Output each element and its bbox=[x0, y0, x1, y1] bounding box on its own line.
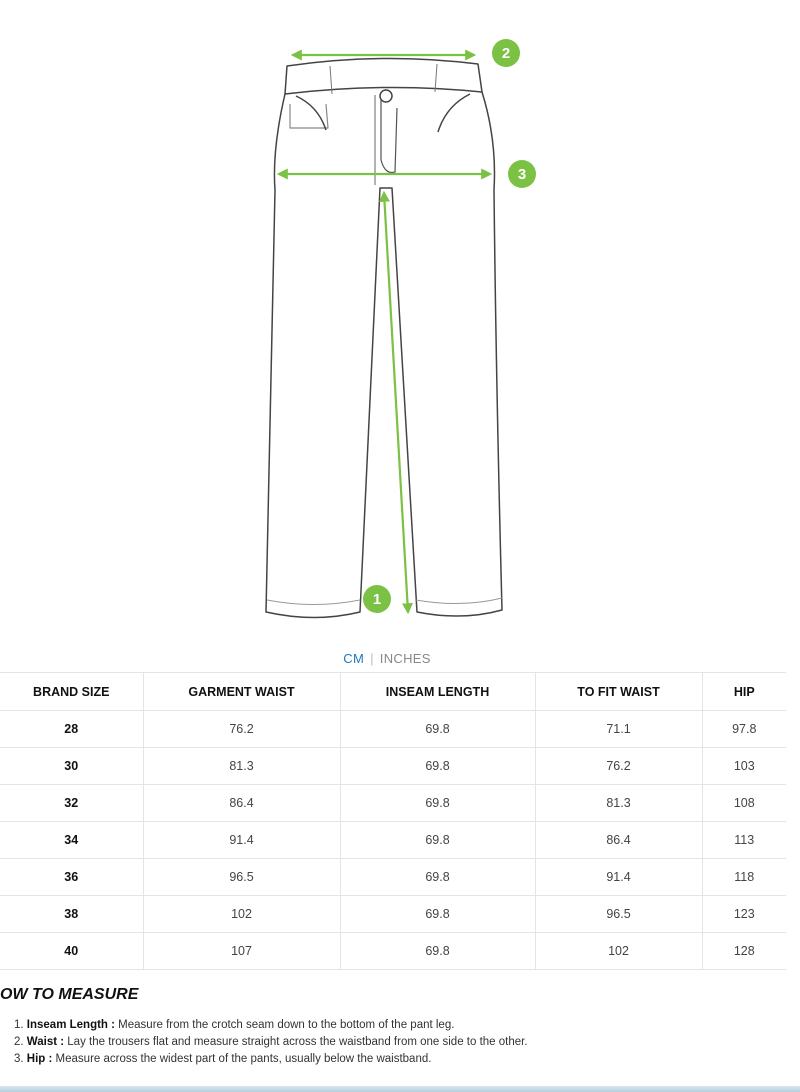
table-row bbox=[0, 859, 786, 896]
to-fit-waist-cell: 76.2 bbox=[535, 748, 702, 785]
marker-1 bbox=[363, 585, 391, 613]
svg-text:2: 2 bbox=[501, 45, 511, 62]
item-text: Measure across the widest part of the pants, usually below the waistband. bbox=[52, 1053, 432, 1065]
table-header-row bbox=[0, 673, 786, 711]
table-row bbox=[0, 822, 786, 859]
garment-waist-cell: 96.5 bbox=[143, 859, 340, 896]
item-text: Lay the trousers flat and measure straight across the waistband from one side to the other. bbox=[64, 1036, 528, 1048]
garment-waist-cell: 86.4 bbox=[143, 785, 340, 822]
inseam-length-cell: 69.8 bbox=[340, 785, 535, 822]
svg-text:3: 3 bbox=[517, 166, 527, 183]
garment-waist-cell: 102 bbox=[143, 896, 340, 933]
inseam-length-cell: 69.8 bbox=[340, 748, 535, 785]
brand-size-cell: 32 bbox=[0, 785, 143, 822]
header-inseam-length: INSEAM LENGTH bbox=[340, 673, 535, 711]
header-hip: HIP bbox=[702, 673, 786, 711]
inseam-length-cell: 69.8 bbox=[340, 896, 535, 933]
table-row bbox=[0, 711, 786, 748]
to-fit-waist-cell: 86.4 bbox=[535, 822, 702, 859]
garment-waist-cell: 91.4 bbox=[143, 822, 340, 859]
bottom-bar bbox=[0, 1086, 800, 1092]
table-row bbox=[0, 933, 786, 970]
table-row bbox=[0, 748, 786, 785]
header-garment-waist: GARMENT WAIST bbox=[143, 673, 340, 711]
to-fit-waist-cell: 102 bbox=[535, 933, 702, 970]
hip-cell: 108 bbox=[702, 785, 786, 822]
brand-size-cell: 38 bbox=[0, 896, 143, 933]
hip-cell: 97.8 bbox=[702, 711, 786, 748]
unit-separator: | bbox=[370, 651, 374, 666]
inches-toggle[interactable]: INCHES bbox=[379, 651, 431, 666]
list-item bbox=[14, 1051, 794, 1068]
item-number: 1. bbox=[14, 1019, 24, 1031]
svg-text:1: 1 bbox=[372, 591, 382, 608]
hip-cell: 118 bbox=[702, 859, 786, 896]
brand-size-cell: 30 bbox=[0, 748, 143, 785]
button-icon bbox=[380, 90, 392, 102]
item-term: Inseam Length : bbox=[26, 1019, 115, 1031]
to-fit-waist-cell: 96.5 bbox=[535, 896, 702, 933]
item-number: 2. bbox=[14, 1036, 24, 1048]
marker-3 bbox=[508, 160, 536, 188]
garment-waist-cell: 107 bbox=[143, 933, 340, 970]
unit-toggle bbox=[0, 651, 774, 666]
to-fit-waist-cell: 71.1 bbox=[535, 711, 702, 748]
measure-lines bbox=[279, 55, 490, 612]
brand-size-cell: 40 bbox=[0, 933, 143, 970]
table-row bbox=[0, 896, 786, 933]
cm-toggle[interactable]: CM bbox=[343, 651, 365, 666]
hip-cell: 128 bbox=[702, 933, 786, 970]
header-to-fit-waist: TO FIT WAIST bbox=[535, 673, 702, 711]
garment-waist-cell: 81.3 bbox=[143, 748, 340, 785]
inseam-length-cell: 69.8 bbox=[340, 822, 535, 859]
inseam-length-cell: 69.8 bbox=[340, 859, 535, 896]
marker-2 bbox=[492, 39, 520, 67]
to-fit-waist-cell: 81.3 bbox=[535, 785, 702, 822]
brand-size-cell: 36 bbox=[0, 859, 143, 896]
table-row bbox=[0, 785, 786, 822]
hip-cell: 123 bbox=[702, 896, 786, 933]
list-item bbox=[14, 1034, 794, 1051]
brand-size-cell: 28 bbox=[0, 711, 143, 748]
how-to-measure-title: OW TO MEASURE bbox=[0, 986, 139, 1003]
garment-waist-cell: 76.2 bbox=[143, 711, 340, 748]
how-to-measure-list bbox=[14, 1017, 794, 1068]
list-item bbox=[14, 1017, 794, 1034]
pants-outline bbox=[266, 58, 502, 617]
hip-cell: 113 bbox=[702, 822, 786, 859]
item-number: 3. bbox=[14, 1053, 24, 1065]
inseam-length-cell: 69.8 bbox=[340, 711, 535, 748]
inseam-length-cell: 69.8 bbox=[340, 933, 535, 970]
item-text: Measure from the crotch seam down to the bottom of the pant leg. bbox=[114, 1019, 455, 1031]
hip-cell: 103 bbox=[702, 748, 786, 785]
header-brand-size: BRAND SIZE bbox=[0, 673, 143, 711]
to-fit-waist-cell: 91.4 bbox=[535, 859, 702, 896]
brand-size-cell: 34 bbox=[0, 822, 143, 859]
item-term: Hip : bbox=[26, 1053, 53, 1065]
item-term: Waist : bbox=[26, 1036, 65, 1048]
size-chart-table bbox=[0, 672, 786, 970]
